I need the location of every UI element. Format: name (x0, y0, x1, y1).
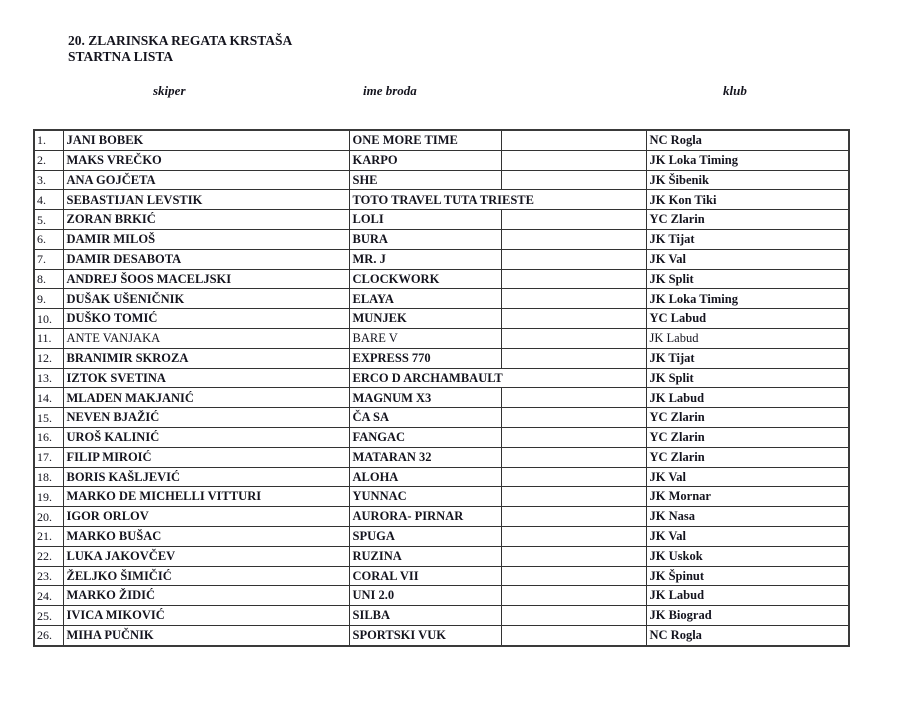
document-title (68, 33, 292, 65)
boat-name-cell: ELAYA (349, 289, 501, 309)
table-row (34, 170, 849, 190)
empty-cell (501, 586, 646, 606)
empty-cell (501, 269, 646, 289)
table-row (34, 586, 849, 606)
klub-cell: JK Split (646, 368, 849, 388)
row-number-cell: 11. (34, 328, 63, 348)
row-number-cell: 9. (34, 289, 63, 309)
skiper-cell: MARKO DE MICHELLI VITTURI (63, 487, 349, 507)
table-row (34, 249, 849, 269)
skiper-cell: DUŠAK UŠENIČNIK (63, 289, 349, 309)
skiper-cell: MAKS VREČKO (63, 150, 349, 170)
table-row (34, 487, 849, 507)
skiper-cell: ANA GOJČETA (63, 170, 349, 190)
table-row (34, 447, 849, 467)
row-number-cell: 13. (34, 368, 63, 388)
empty-cell (501, 289, 646, 309)
empty-cell (501, 328, 646, 348)
table-row (34, 210, 849, 230)
klub-cell: JK Labud (646, 388, 849, 408)
table-row (34, 427, 849, 447)
boat-name-cell: CORAL VII (349, 566, 501, 586)
table-row (34, 625, 849, 645)
boat-name-cell: SPORTSKI VUK (349, 625, 501, 645)
start-list-body (34, 130, 849, 646)
row-number-cell: 23. (34, 566, 63, 586)
table-row (34, 269, 849, 289)
empty-cell (501, 408, 646, 428)
empty-cell (501, 447, 646, 467)
row-number-cell: 24. (34, 586, 63, 606)
empty-cell (501, 309, 646, 329)
table-row (34, 229, 849, 249)
boat-name-cell: CLOCKWORK (349, 269, 501, 289)
row-number-cell: 5. (34, 210, 63, 230)
skiper-cell: JANI BOBEK (63, 130, 349, 150)
skiper-cell: DUŠKO TOMIĆ (63, 309, 349, 329)
boat-name-cell: BARE V (349, 328, 501, 348)
table-row (34, 190, 849, 210)
boat-name-cell: KARPO (349, 150, 501, 170)
empty-cell (501, 546, 646, 566)
skiper-cell: UROŠ KALINIĆ (63, 427, 349, 447)
boat-name-cell: RUZINA (349, 546, 501, 566)
table-row (34, 289, 849, 309)
boat-name-cell: ALOHA (349, 467, 501, 487)
empty-cell (501, 150, 646, 170)
row-number-cell: 14. (34, 388, 63, 408)
row-number-cell: 26. (34, 625, 63, 645)
table-row (34, 388, 849, 408)
empty-cell (501, 467, 646, 487)
row-number-cell: 25. (34, 606, 63, 626)
empty-cell (501, 566, 646, 586)
skiper-cell: BRANIMIR SKROZA (63, 348, 349, 368)
boat-name-cell: BURA (349, 229, 501, 249)
boat-name-cell: SILBA (349, 606, 501, 626)
boat-name-cell: UNI 2.0 (349, 586, 501, 606)
skiper-cell: ŽELJKO ŠIMIČIĆ (63, 566, 349, 586)
klub-cell: JK Nasa (646, 507, 849, 527)
skiper-cell: ANTE VANJAKA (63, 328, 349, 348)
boat-name-cell: YUNNAC (349, 487, 501, 507)
empty-cell (501, 487, 646, 507)
skiper-cell: MARKO BUŠAC (63, 526, 349, 546)
empty-cell (501, 606, 646, 626)
row-number-cell: 6. (34, 229, 63, 249)
klub-cell: JK Val (646, 526, 849, 546)
empty-cell (501, 427, 646, 447)
empty-cell (501, 526, 646, 546)
table-row (34, 348, 849, 368)
skiper-cell: MARKO ŽIDIĆ (63, 586, 349, 606)
klub-cell: JK Uskok (646, 546, 849, 566)
klub-cell: YC Zlarin (646, 210, 849, 230)
table-row (34, 566, 849, 586)
klub-cell: JK Labud (646, 328, 849, 348)
empty-cell (501, 388, 646, 408)
table-row (34, 368, 849, 388)
klub-cell: JK Val (646, 467, 849, 487)
row-number-cell: 8. (34, 269, 63, 289)
empty-cell (501, 625, 646, 645)
regatta-title-line: 20. ZLARINSKA REGATA KRSTAŠA (68, 33, 293, 48)
klub-cell: JK Loka Timing (646, 289, 849, 309)
row-number-cell: 19. (34, 487, 63, 507)
table-row (34, 408, 849, 428)
klub-cell: JK Špinut (646, 566, 849, 586)
klub-cell: JK Val (646, 249, 849, 269)
skiper-cell: IVICA MIKOVIĆ (63, 606, 349, 626)
row-number-cell: 21. (34, 526, 63, 546)
row-number-cell: 12. (34, 348, 63, 368)
skiper-cell: NEVEN BJAŽIĆ (63, 408, 349, 428)
klub-cell: JK Kon Tiki (646, 190, 849, 210)
row-number-cell: 10. (34, 309, 63, 329)
boat-name-cell: SHE (349, 170, 501, 190)
row-number-cell: 17. (34, 447, 63, 467)
boat-name-cell: EXPRESS 770 (349, 348, 501, 368)
skiper-cell: ZORAN BRKIĆ (63, 210, 349, 230)
boat-name-cell: MAGNUM X3 (349, 388, 501, 408)
table-row (34, 309, 849, 329)
row-number-cell: 2. (34, 150, 63, 170)
klub-cell: JK Biograd (646, 606, 849, 626)
empty-cell (501, 170, 646, 190)
row-number-cell: 1. (34, 130, 63, 150)
klub-cell: NC Rogla (646, 625, 849, 645)
klub-cell: JK Tijat (646, 229, 849, 249)
skiper-cell: DAMIR MILOŠ (63, 229, 349, 249)
klub-cell: YC Labud (646, 309, 849, 329)
boat-name-cell: ERCO D ARCHAMBAULT (349, 368, 646, 388)
skiper-cell: IGOR ORLOV (63, 507, 349, 527)
klub-cell: JK Split (646, 269, 849, 289)
klub-cell: YC Zlarin (646, 427, 849, 447)
klub-cell: JK Labud (646, 586, 849, 606)
row-number-cell: 20. (34, 507, 63, 527)
table-row (34, 606, 849, 626)
table-row (34, 546, 849, 566)
table-row (34, 130, 849, 150)
row-number-cell: 18. (34, 467, 63, 487)
klub-cell: JK Tijat (646, 348, 849, 368)
skiper-cell: MIHA PUČNIK (63, 625, 349, 645)
table-row (34, 526, 849, 546)
klub-cell: JK Mornar (646, 487, 849, 507)
row-number-cell: 22. (34, 546, 63, 566)
empty-cell (501, 210, 646, 230)
skiper-cell: SEBASTIJAN LEVSTIK (63, 190, 349, 210)
boat-name-cell: ONE MORE TIME (349, 130, 501, 150)
empty-cell (501, 507, 646, 527)
table-row (34, 467, 849, 487)
boat-name-cell: LOLI (349, 210, 501, 230)
boat-name-cell: TOTO TRAVEL TUTA TRIESTE (349, 190, 646, 210)
row-number-cell: 4. (34, 190, 63, 210)
row-number-cell: 3. (34, 170, 63, 190)
row-number-cell: 16. (34, 427, 63, 447)
skiper-cell: DAMIR DESABOTA (63, 249, 349, 269)
klub-cell: JK Šibenik (646, 170, 849, 190)
start-list-table (33, 129, 850, 647)
table-row (34, 150, 849, 170)
empty-cell (501, 130, 646, 150)
empty-cell (501, 249, 646, 269)
skiper-cell: MLADEN MAKJANIĆ (63, 388, 349, 408)
boat-name-cell: MATARAN 32 (349, 447, 501, 467)
row-number-cell: 7. (34, 249, 63, 269)
table-row (34, 507, 849, 527)
skiper-cell: IZTOK SVETINA (63, 368, 349, 388)
skiper-cell: FILIP MIROIĆ (63, 447, 349, 467)
klub-cell: YC Zlarin (646, 408, 849, 428)
boat-name-cell: MR. J (349, 249, 501, 269)
boat-name-cell: MUNJEK (349, 309, 501, 329)
skiper-cell: LUKA JAKOVČEV (63, 546, 349, 566)
column-header-ime-broda: ime broda (363, 83, 417, 98)
skiper-cell: ANDREJ ŠOOS MACELJSKI (63, 269, 349, 289)
klub-cell: NC Rogla (646, 130, 849, 150)
table-row (34, 328, 849, 348)
start-list-subtitle: STARTNA LISTA (68, 49, 174, 64)
boat-name-cell: ČA SA (349, 408, 501, 428)
empty-cell (501, 229, 646, 249)
klub-cell: YC Zlarin (646, 447, 849, 467)
column-header-klub: klub (723, 83, 747, 98)
empty-cell (501, 348, 646, 368)
boat-name-cell: AURORA- PIRNAR (349, 507, 501, 527)
row-number-cell: 15. (34, 408, 63, 428)
boat-name-cell: SPUGA (349, 526, 501, 546)
klub-cell: JK Loka Timing (646, 150, 849, 170)
column-header-skiper: skiper (153, 83, 186, 98)
boat-name-cell: FANGAC (349, 427, 501, 447)
skiper-cell: BORIS KAŠLJEVIĆ (63, 467, 349, 487)
